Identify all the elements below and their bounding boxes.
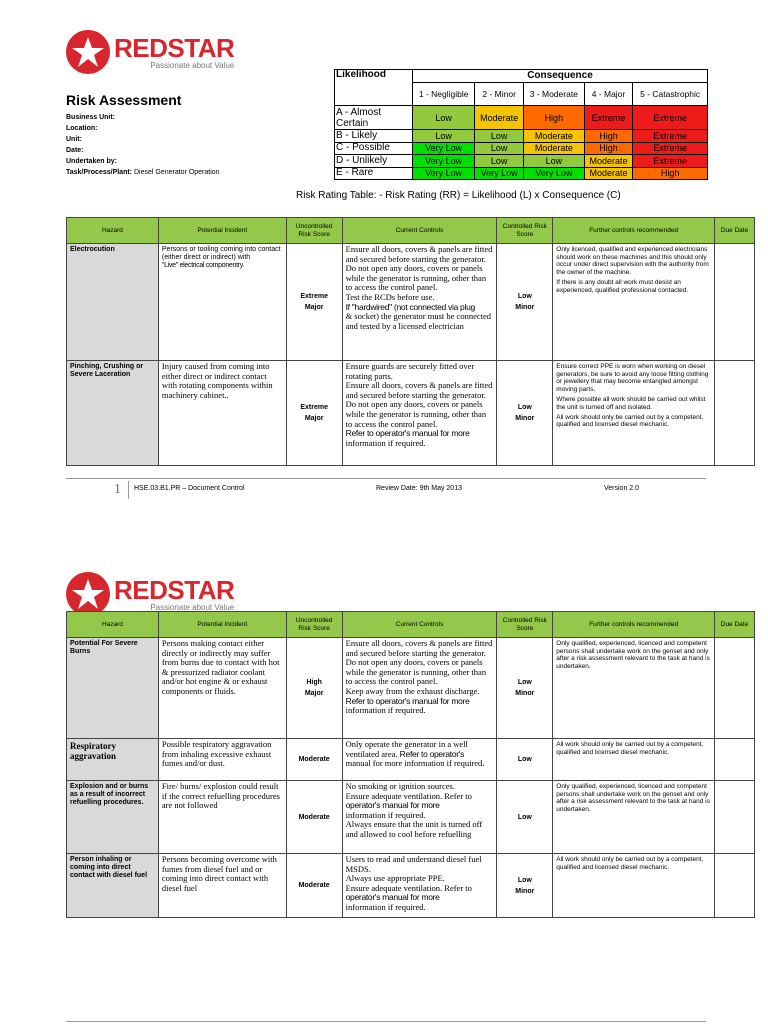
column-header: Controlled Risk Score	[497, 612, 553, 638]
matrix-cell: Low	[523, 155, 584, 168]
table-header-row	[67, 612, 755, 638]
page-footer	[66, 478, 706, 500]
uncontrolled-score: Extreme	[300, 293, 328, 300]
column-header: Uncontrolled Risk Score	[286, 218, 342, 244]
hazard-table-page-1	[66, 217, 755, 466]
star-icon	[66, 572, 110, 616]
logo-tagline: Passionate about Value	[150, 60, 235, 70]
meta-row: Task/Process/Plant: Diesel Generator Operation	[66, 169, 220, 176]
matrix-cell: Low	[475, 155, 524, 168]
controls-text: information if required.	[345, 437, 426, 448]
matrix-row	[335, 130, 708, 143]
controls-emphasis: operator's manual for more	[345, 892, 440, 903]
incident-emphasis: "Live" electrical componentry.	[161, 262, 245, 269]
likelihood-row-label: A - Almost Certain	[335, 106, 413, 130]
matrix-cell: Very Low	[475, 167, 524, 180]
matrix-cell: Very Low	[413, 155, 475, 168]
redstar-logo	[66, 30, 234, 74]
uncontrolled-score: Moderate	[298, 882, 330, 889]
column-header: Current Controls	[342, 612, 497, 638]
hazard-row	[67, 638, 755, 739]
controlled-score: Low	[517, 679, 532, 686]
likelihood-header: Likelihood	[335, 70, 413, 106]
controlled-score: Minor	[515, 304, 535, 311]
column-header: Uncontrolled Risk Score	[286, 612, 342, 638]
hazard-cell: Electrocution	[67, 244, 159, 361]
current-controls-cell	[342, 739, 497, 781]
controlled-score: Minor	[515, 415, 535, 422]
matrix-cell: Extreme	[633, 142, 708, 155]
logo-name: REDSTAR	[114, 574, 235, 605]
meta-row: Business Unit:	[66, 114, 116, 121]
controlled-score: Low	[517, 876, 532, 884]
controlled-score-cell	[497, 854, 553, 918]
due-date-cell	[714, 854, 754, 918]
matrix-cell: Extreme	[633, 130, 708, 143]
incident-text: Persons making contact either directly or indirectly may suffer from burns due to contact with hot & pressurized radiator coolant and/or hot engine & or exhaust components or fluids.	[161, 638, 280, 696]
consequence-column-header: 2 - Minor	[475, 83, 524, 106]
controls-text: Ensure all doors, covers & panels are fitted and secured before starting the generator. Do not open any doors, covers or panels while the generator is running, other than to access the control panel. Test the RCDs before use.	[345, 244, 493, 302]
further-controls-text: Only qualified, experienced, licenced and competent persons shall undertake work on the genset and only after a risk assessment relevant to the task at hand is undertaken.	[556, 640, 710, 670]
uncontrolled-score-cell	[286, 638, 342, 739]
matrix-cell: Extreme	[633, 155, 708, 168]
uncontrolled-score-cell	[286, 244, 342, 361]
column-header: Due Date	[714, 612, 754, 638]
further-controls-cell	[553, 854, 715, 918]
due-date-cell	[714, 638, 754, 739]
uncontrolled-score-cell	[286, 739, 342, 781]
consequence-column-header: 4 - Major	[584, 83, 633, 106]
meta-row: Undertaken by:	[66, 158, 117, 165]
uncontrolled-score: Moderate	[298, 756, 330, 763]
risk-rating-caption: Risk Rating Table: - Risk Rating (RR) = Likelihood (L) x Consequence (C)	[296, 190, 621, 201]
matrix-cell: Extreme	[584, 106, 633, 130]
hazard-cell: Pinching, Crushing or Severe Laceration	[67, 361, 159, 466]
risk-matrix	[334, 69, 708, 180]
incident-cell	[158, 638, 286, 739]
matrix-row	[335, 167, 708, 180]
incident-text: Injury caused from coming into either direct or indirect contact with rotating components within machinery cabinet..	[161, 361, 273, 400]
hazard-table-page-2	[66, 611, 755, 918]
column-header: Further controls recommended	[553, 612, 715, 638]
hazard-cell: Potential For Severe Burns	[67, 638, 159, 739]
further-controls-cell	[553, 739, 715, 781]
matrix-cell: Very Low	[413, 142, 475, 155]
incident-cell	[158, 244, 286, 361]
consequence-column-header: 3 - Moderate	[523, 83, 584, 106]
likelihood-row-label: B - Likely	[335, 130, 413, 143]
controlled-score: Low	[517, 293, 532, 300]
uncontrolled-score: Major	[304, 415, 324, 422]
matrix-cell: Low	[475, 142, 524, 155]
document-version: Version 2.0	[604, 485, 640, 492]
page-number: 1	[114, 482, 121, 497]
matrix-cell: Moderate	[523, 130, 584, 143]
controls-emphasis: Refer to operator's	[399, 748, 465, 759]
hazard-row	[67, 781, 755, 854]
further-controls-text: Ensure correct PPE is worn when working on diesel generators, be sure to avoid any loose fitting clothing or jewellery that may become entangled amongst moving parts.	[556, 363, 709, 393]
controls-emphasis: If "hardwired" (not connected via plug	[345, 301, 475, 312]
matrix-cell: Low	[475, 130, 524, 143]
logo-name: REDSTAR	[114, 32, 235, 63]
redstar-logo	[66, 572, 234, 616]
matrix-cell: High	[584, 130, 633, 143]
matrix-row	[335, 106, 708, 130]
controlled-score: Low	[517, 813, 532, 821]
further-controls-text: If there is any doubt all work must desist an experienced, qualified professional contacted.	[556, 279, 689, 294]
controlled-score-cell	[497, 781, 553, 854]
incident-text: Persons or tooling coming into contact (either direct or indirect) with	[161, 246, 281, 261]
page-title: Risk Assessment	[66, 92, 182, 108]
incident-text: Possible respiratory aggravation from inhaling excessive exhaust fumes and/or dust.	[161, 739, 272, 769]
matrix-cell: Extreme	[633, 106, 708, 130]
meta-row: Unit:	[66, 136, 82, 143]
column-header: Hazard	[67, 218, 159, 244]
consequence-column-header: 5 - Catastrophic	[633, 83, 708, 106]
incident-cell	[158, 739, 286, 781]
matrix-cell: Very Low	[523, 167, 584, 180]
controls-text: Only operate the generator in a well ventilated area.	[345, 739, 468, 759]
further-controls-cell	[553, 638, 715, 739]
meta-row: Date:	[66, 147, 84, 154]
hazard-cell: Respiratory aggravation	[67, 739, 159, 781]
incident-text: Persons becoming overcome with fumes from diesel fuel and or coming into direct contact with diesel fuel	[161, 854, 277, 893]
further-controls-text: Only qualified, experienced, licenced and competent persons shall undertake work on the genset and only after a risk assessment relevant to the task at hand is undertaken.	[556, 783, 710, 813]
due-date-cell	[714, 361, 754, 466]
controls-text: Ensure all doors, covers & panels are fitted and secured before starting the generator. Do not open any doors, covers or panels while the generator is running, other than to access the control panel. Keep away from the exhaust discharge.	[345, 638, 493, 696]
matrix-cell: Moderate	[584, 167, 633, 180]
column-header: Further controls recommended	[553, 218, 715, 244]
hazard-row	[67, 244, 755, 361]
consequence-column-header: 1 - Negligible	[413, 83, 475, 106]
hazard-row	[67, 361, 755, 466]
further-controls-text: Where possible all work should be carried out whilst the unit is turned off and isolated.	[556, 396, 706, 411]
likelihood-row-label: C - Possible	[335, 142, 413, 155]
matrix-cell: Low	[413, 106, 475, 130]
column-header: Potential Incident	[158, 218, 286, 244]
controls-text: information if required.	[345, 901, 426, 912]
controls-text: information if required. Always ensure that the unit is turned off and allowed to cool before refuelling	[345, 809, 483, 839]
matrix-row	[335, 142, 708, 155]
controls-text: & socket) the generator must be connected and tested by a licensed electrician	[345, 311, 492, 331]
incident-text: Fire/ burns/ explosion could result if the correct refuelling procedures are not followed	[161, 781, 280, 811]
uncontrolled-score-cell	[286, 781, 342, 854]
current-controls-cell	[342, 361, 497, 466]
incident-cell	[158, 781, 286, 854]
incident-cell	[158, 854, 286, 918]
table-header-row	[67, 218, 755, 244]
likelihood-row-label: E - Rare	[335, 167, 413, 180]
controls-text: No smoking or ignition sources. Ensure adequate ventilation. Refer to	[345, 781, 472, 801]
logo-tagline: Passionate about Value	[150, 602, 235, 612]
further-controls-cell	[553, 361, 715, 466]
controlled-score: Minor	[515, 887, 535, 895]
current-controls-cell	[342, 244, 497, 361]
uncontrolled-score: Major	[304, 304, 324, 311]
document-id: HSE.03.B1.PR – Document Control	[134, 485, 245, 492]
controlled-score: Low	[517, 404, 532, 411]
matrix-row	[335, 155, 708, 168]
column-header: Due Date	[714, 218, 754, 244]
matrix-cell: High	[584, 142, 633, 155]
controls-emphasis: Refer to operator's manual for more	[345, 695, 470, 706]
controls-text: Users to read and understand diesel fuel MSDS. Always use appropriate PPE. Ensure adequate ventilation. Refer to	[345, 854, 482, 893]
column-header: Controlled Risk Score	[497, 218, 553, 244]
controls-emphasis: operator's manual for more	[345, 800, 440, 811]
matrix-cell: High	[523, 106, 584, 130]
current-controls-cell	[342, 854, 497, 918]
matrix-cell: Low	[413, 130, 475, 143]
matrix-cell: High	[633, 167, 708, 180]
further-controls-text: All work should only be carried out by a competent, qualified and licensed diesel mechanic.	[556, 413, 704, 429]
column-header: Current Controls	[342, 218, 497, 244]
due-date-cell	[714, 739, 754, 781]
controlled-score-cell	[497, 361, 553, 466]
column-header: Potential Incident	[158, 612, 286, 638]
matrix-cell: Moderate	[475, 106, 524, 130]
controlled-score-cell	[497, 638, 553, 739]
controlled-score: Low	[517, 756, 532, 763]
further-controls-text: Only licenced, qualified and experienced electricians should work on these machines and this should only occur under direct supervision with the authority from the owner of the machine.	[556, 246, 709, 276]
assessment-meta	[66, 112, 220, 178]
star-icon	[66, 30, 110, 74]
controls-text: manual for more information if required.	[345, 758, 485, 769]
current-controls-cell	[342, 638, 497, 739]
further-controls-text: All work should only be carried out by a competent, qualified and licensed diesel mechanic.	[556, 741, 704, 756]
controls-text: Ensure guards are securely fitted over rotating parts. Ensure all doors, covers & panels are fitted and secured before starting the generator. Do not open any doors, covers or panels while the generator is running, other than to access the control panel.	[345, 361, 493, 429]
consequence-header: Consequence	[413, 70, 708, 83]
review-date: Review Date: 9th May 2013	[376, 485, 462, 492]
column-header: Hazard	[67, 612, 159, 638]
further-controls-cell	[553, 781, 715, 854]
uncontrolled-score: Major	[304, 690, 324, 697]
matrix-cell: Very Low	[413, 167, 475, 180]
incident-cell	[158, 361, 286, 466]
due-date-cell	[714, 244, 754, 361]
hazard-cell: Explosion and or burns as a result of incorrect refuelling procedures.	[67, 781, 159, 854]
uncontrolled-score: High	[306, 679, 322, 686]
uncontrolled-score-cell	[286, 361, 342, 466]
meta-row: Location:	[66, 125, 98, 132]
hazard-cell: Person inhaling or coming into direct contact with diesel fuel	[67, 854, 159, 918]
matrix-cell: Moderate	[523, 142, 584, 155]
hazard-row	[67, 854, 755, 918]
due-date-cell	[714, 781, 754, 854]
matrix-cell: Moderate	[584, 155, 633, 168]
uncontrolled-score: Extreme	[300, 404, 328, 411]
controlled-score-cell	[497, 739, 553, 781]
uncontrolled-score-cell	[286, 854, 342, 918]
further-controls-cell	[553, 244, 715, 361]
further-controls-text: All work should only be carried out by a competent, qualified and licensed diesel mechanic.	[556, 856, 704, 871]
controls-emphasis: Refer to operator's manual for more	[345, 428, 470, 439]
likelihood-row-label: D - Unlikely	[335, 155, 413, 168]
controls-text: information if required.	[345, 705, 426, 716]
current-controls-cell	[342, 781, 497, 854]
uncontrolled-score: Moderate	[298, 813, 330, 821]
controlled-score-cell	[497, 244, 553, 361]
controlled-score: Minor	[515, 690, 535, 697]
hazard-row	[67, 739, 755, 781]
